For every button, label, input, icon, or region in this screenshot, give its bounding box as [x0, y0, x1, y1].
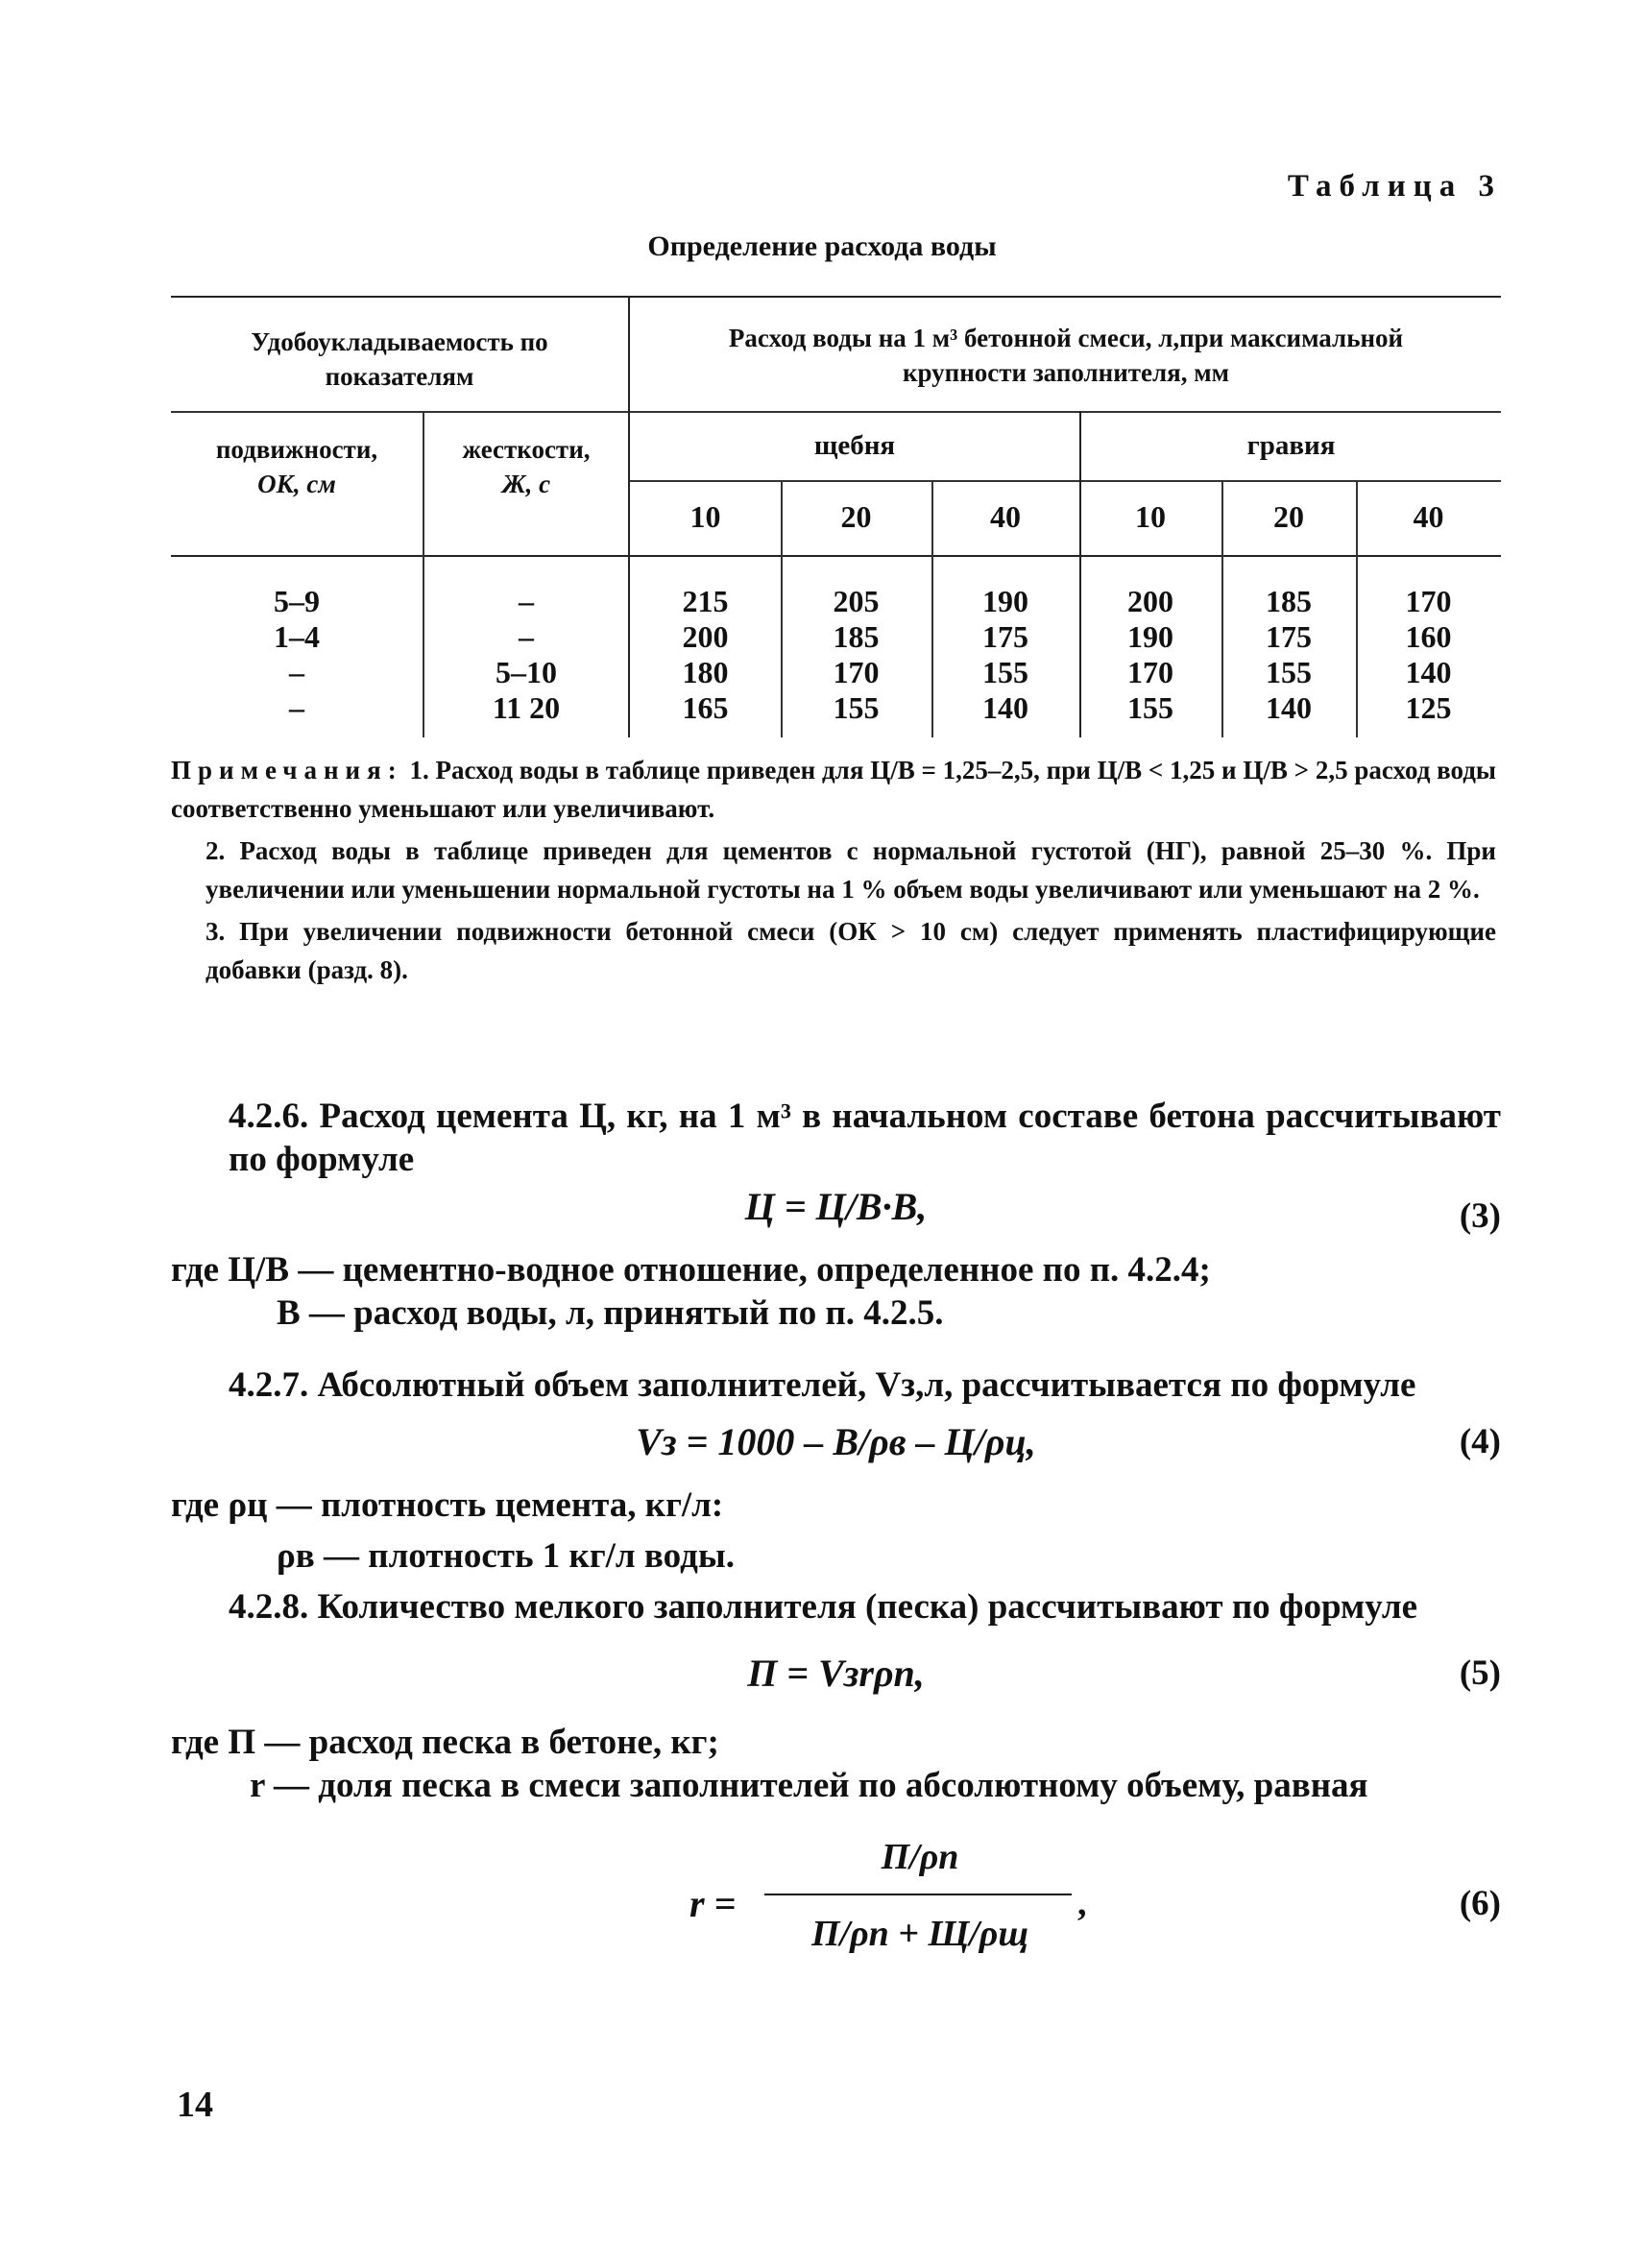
formula-6	[171, 1836, 1501, 1980]
table-cell: 170	[833, 655, 880, 689]
col-stiffness: жесткости, Ж, с	[462, 435, 591, 498]
header-water-consumption: Расход воды на 1 м³ бетонной смеси, л,при максимальной крупности заполнителя, мм	[728, 324, 1404, 387]
equation-number-3: (3)	[1459, 1196, 1501, 1236]
table-cell: 140	[1405, 655, 1452, 689]
group-crushed-stone: щебня	[813, 430, 896, 461]
table-cell: 175	[982, 619, 1028, 654]
formula-4-expression: Vз = 1000 – В/ρв – Ц/ρц,	[636, 1420, 1036, 1463]
table-cell: 205	[833, 584, 880, 618]
formula-3	[171, 1185, 1501, 1243]
formula-6-lhs: r =	[689, 1882, 737, 1925]
table-title: Определение расхода воды	[647, 230, 997, 262]
table-cell: 140	[1266, 690, 1312, 725]
cell-ok: 5–9	[274, 584, 320, 618]
cell-ok: –	[289, 690, 304, 725]
size-header: 10	[689, 499, 721, 534]
formula-3-expression: Ц = Ц/В·В,	[744, 1185, 928, 1228]
table-cell: 170	[1405, 584, 1452, 618]
table-cell: 215	[682, 584, 729, 618]
table-rule	[171, 411, 1501, 413]
body-text	[171, 1095, 1501, 1980]
table-cell: 175	[1266, 619, 1312, 654]
size-header: 10	[1135, 499, 1166, 534]
table-cell: 185	[1266, 584, 1312, 618]
paragraph-4-2-7: 4.2.7. Абсолютный объем заполнителей, Vз,л, рассчитывается по формуле	[229, 1365, 1416, 1405]
table-cell: 185	[833, 619, 880, 654]
note-1: Примечания: 1. Расход воды в таблице приведен для Ц/В = 1,25–2,5, при Ц/В < 1,25 и Ц/В > 2,5 расход воды соответственно уменьшают или увеличивают.	[171, 756, 1496, 823]
where-3b: В — расход воды, л, принятый по п. 4.2.5.	[277, 1293, 944, 1333]
equation-number-5: (5)	[1459, 1653, 1501, 1693]
table-cell: 155	[1266, 655, 1312, 689]
fraction-bar	[764, 1894, 1072, 1895]
table-cell: 160	[1405, 619, 1452, 654]
note-2: 2. Расход воды в таблице приведен для цементов с нормальной густотой (НГ), равной 25–30 %. При увеличении или уменьшении нормальной густоты на 1 % объем воды увеличивают или уменьшают на 2 %.	[206, 836, 1496, 904]
page-number: 14	[177, 2085, 213, 2125]
table-cell: 155	[1127, 690, 1173, 725]
where-5b: r — доля песка в смеси заполнителей по абсолютному объему, равная	[250, 1766, 1368, 1805]
formula-5-expression: П = Vзrρп,	[747, 1652, 925, 1695]
equation-number-4: (4)	[1459, 1422, 1501, 1461]
where-4a: где ρц — плотность цемента, кг/л:	[171, 1485, 724, 1525]
notes-heading: Примечания:	[171, 756, 403, 784]
cell-zh: –	[519, 584, 534, 618]
paragraph-4-2-8: 4.2.8. Количество мелкого заполнителя (песка) рассчитывают по формуле	[229, 1587, 1418, 1627]
where-3a: где Ц/В — цементно-водное отношение, определенное по п. 4.2.4;	[171, 1250, 1211, 1290]
cell-zh: 5–10	[496, 655, 557, 689]
formula-6-comma: ,	[1077, 1883, 1087, 1923]
size-header: 20	[1273, 499, 1304, 534]
table-notes	[171, 751, 1496, 993]
formula-4	[171, 1420, 1501, 1478]
table-cell: 165	[682, 690, 729, 725]
table-cell: 190	[1127, 619, 1173, 654]
cell-zh: –	[519, 619, 534, 654]
table-cell: 155	[982, 655, 1028, 689]
table-cell: 125	[1405, 690, 1452, 725]
table-top-rule	[171, 296, 1501, 298]
cell-zh: 11 20	[492, 690, 561, 725]
table-cell: 170	[1127, 655, 1173, 689]
note-3: 3. При увеличении подвижности бетонной смеси (ОК > 10 см) следует применять пластифицирующие добавки (разд. 8).	[206, 917, 1496, 984]
formula-6-denominator: П/ρп + Щ/ρщ	[810, 1914, 1029, 1954]
col-mobility: подвижности, ОК, см	[215, 435, 378, 498]
group-gravel: гравия	[1246, 430, 1336, 461]
header-workability: Удобоукладываемость по показателям	[251, 327, 548, 391]
table-cell: 180	[682, 655, 729, 689]
table-cell: 200	[1127, 584, 1173, 618]
paragraph-4-2-6: 4.2.6. Расход цемента Ц, кг, на 1 м³ в начальном составе бетона рассчитывают по формуле	[229, 1097, 1501, 1179]
cell-ok: –	[289, 655, 304, 689]
table-label: Таблица 3	[1287, 169, 1502, 204]
where-5a: где П — расход песка в бетоне, кг;	[171, 1723, 719, 1762]
formula-5	[171, 1652, 1501, 1709]
table-cell: 200	[682, 619, 729, 654]
table-cell: 190	[982, 584, 1028, 618]
table-col-divider	[423, 411, 424, 737]
size-header: 40	[1413, 499, 1444, 534]
table-cell: 155	[833, 690, 880, 725]
table-rule	[630, 480, 1501, 482]
cell-ok: 1–4	[274, 619, 320, 654]
size-header: 20	[840, 499, 872, 534]
where-4b: ρв — плотность 1 кг/л воды.	[277, 1536, 735, 1576]
formula-6-numerator: П/ρп	[881, 1837, 959, 1877]
table-header-bottom-rule	[171, 555, 1501, 557]
size-header: 40	[990, 499, 1021, 534]
table-cell: 140	[982, 690, 1028, 725]
equation-number-6: (6)	[1459, 1884, 1501, 1923]
